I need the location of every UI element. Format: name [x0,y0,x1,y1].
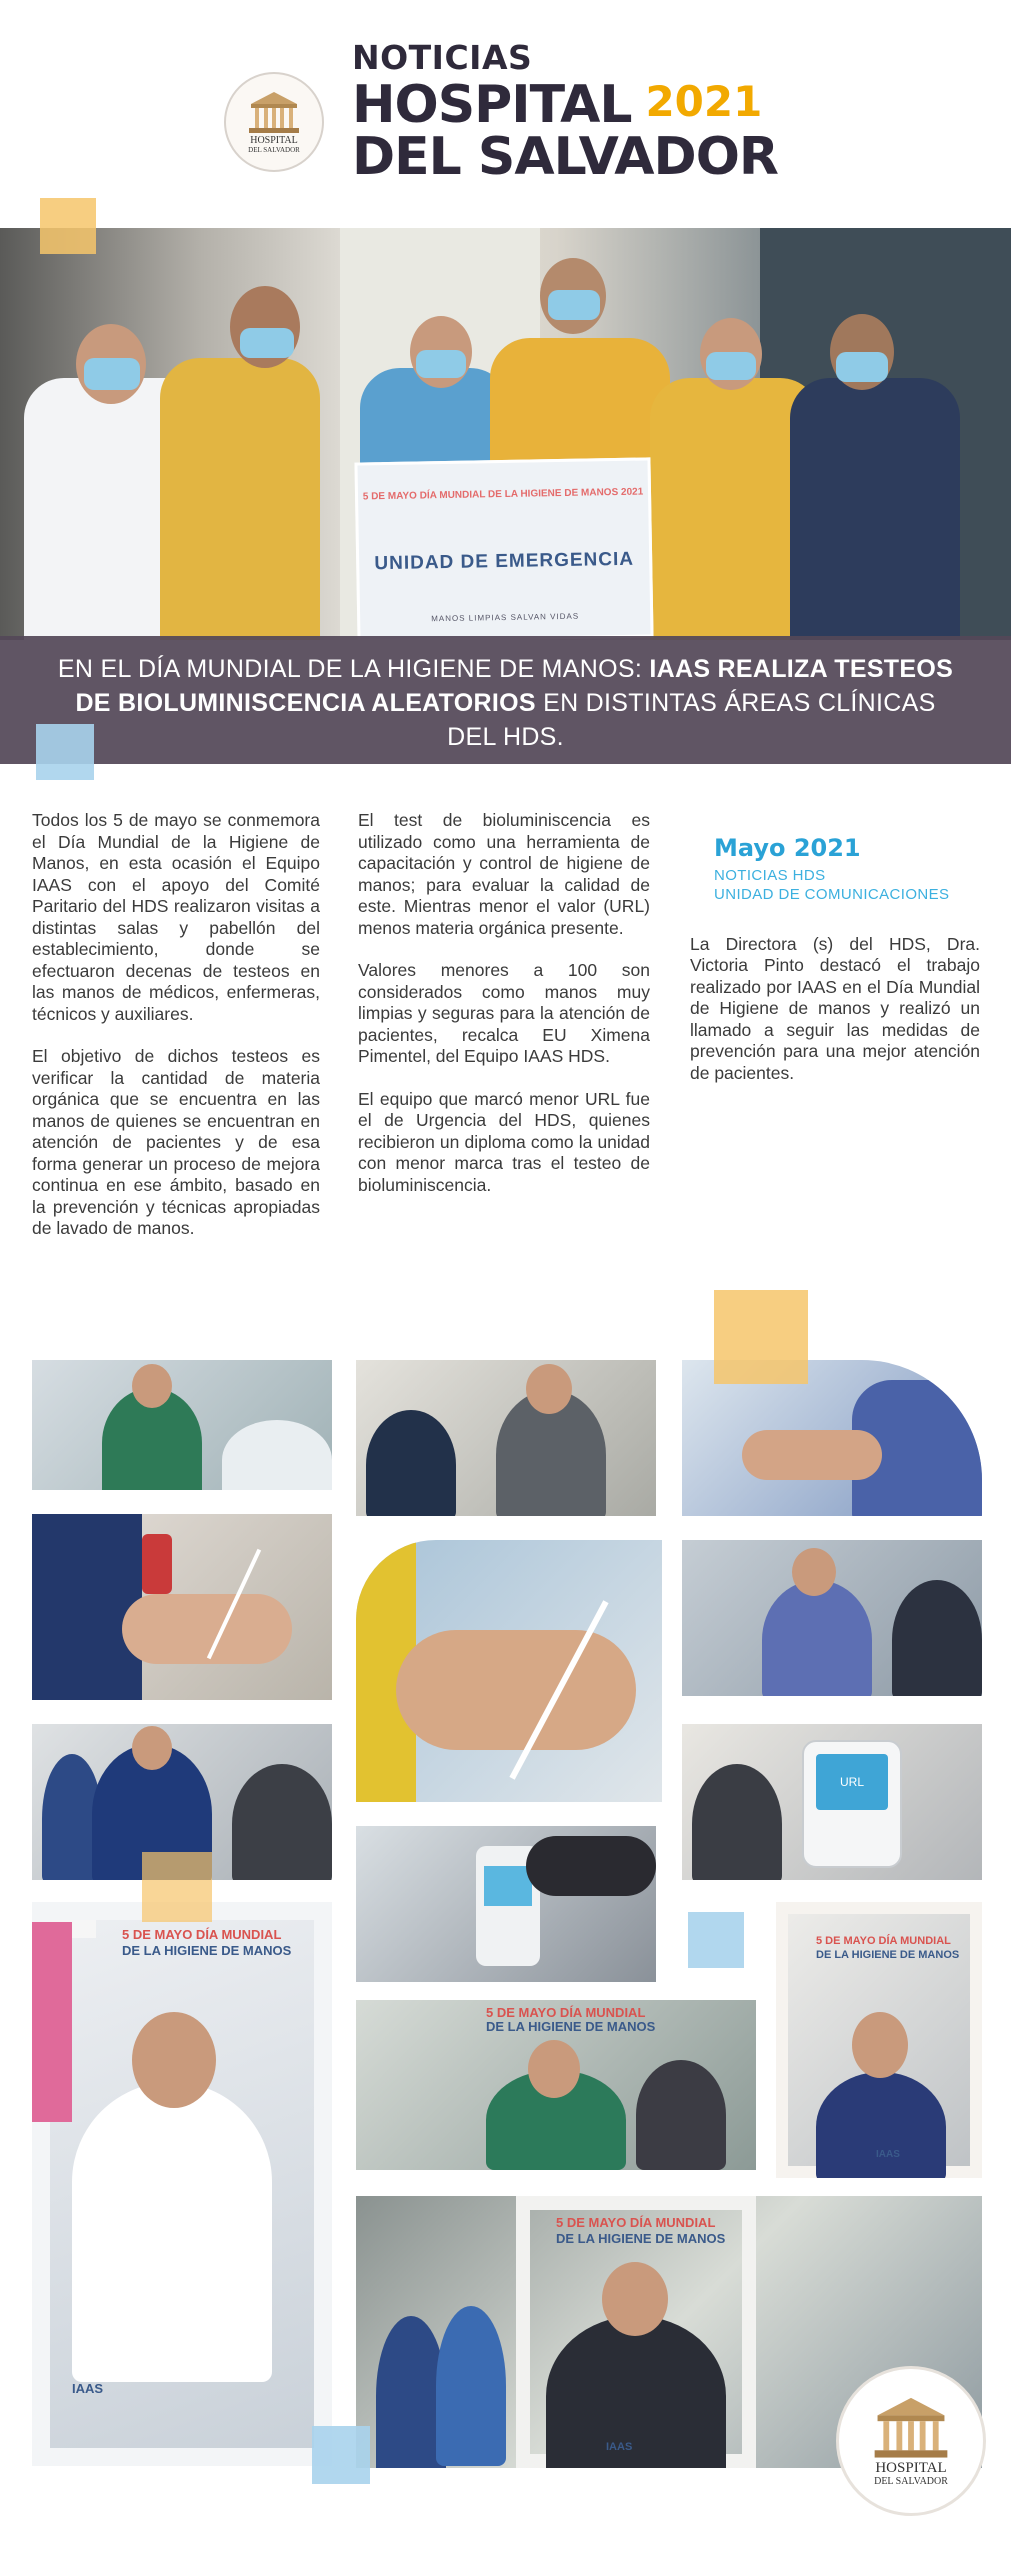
photo-staff-handwash [682,1540,982,1696]
deco-square-blue [688,1912,744,1968]
deco-square-blue [36,724,94,780]
paragraph: La Directora (s) del HDS, Dra. Victoria Pinto destacó el trabajo realizado por IAAS en el Día Mundial de Higiene de manos y realizó un llamado a seguir las medidas de prevención para una mejor atención de pacientes. [690,933,980,1083]
photo-frame-nurse: 5 DE MAYO DÍA MUNDIAL DE LA HIGIENE DE MANOS IAAS [32,1902,332,2466]
publication-date: Mayo 2021 [714,834,861,862]
hero-diploma-sign: 5 DE MAYO DÍA MUNDIAL DE LA HIGIENE DE MANOS 2021 UNIDAD DE EMERGENCIA MANOS LIMPIAS SALVAN VIDAS [354,457,653,640]
deco-square-yellow [142,1852,212,1922]
hero-mask-5 [706,352,756,380]
headline-banner: EN EL DÍA MUNDIAL DE LA HIGIENE DE MANOS: IAAS REALIZA TESTEOS DE BIOLUMINISCENCIA ALEATORIOS EN DISTINTAS ÁREAS CLÍNICAS DEL HDS. [0,636,1011,764]
photo-frame-team: 5 DE MAYO DÍA MUNDIAL DE LA HIGIENE DE MANOS IAAS [356,2196,982,2468]
source-line-2: UNIDAD DE COMUNICACIONES [714,885,950,903]
newsletter-title [352,38,778,187]
hospital-logo-footer [836,2366,986,2516]
hero-mask-4 [548,290,600,320]
photo-hand-closeup [356,1540,662,1802]
photo-testing-1 [32,1360,332,1490]
paragraph: El test de bioluminiscencia es utilizado como una herramienta de capacitación y control de higiene de manos; para evaluar la calidad de este. Mientras menor el valor (URL) menos materia orgánica presente. [358,810,650,938]
hospital-logo [224,72,324,172]
logo-label: HOSPITAL DEL SALVADOR [874,2459,948,2487]
hero-person-2 [160,358,320,640]
article-column-1 [32,810,320,1261]
photo-device-hand [356,1826,656,1982]
title-year: 2021 [645,77,763,126]
deco-square-yellow [714,1290,808,1384]
hero-mask-3 [416,350,466,378]
article-column-2 [358,810,650,1217]
paragraph: Todos los 5 de mayo se conmemora el Día Mundial de la Higiene de Manos, en esta ocasión el Equipo IAAS con el apoyo del Comité Paritario del HDS realizaron visitas a distintas salas y pabellón del establecimiento, donde se efectuaron decenas de testeos en las manos de médicos, enfermeras, técnicos y auxiliares. [32,810,320,1024]
device-screen: URL [816,1754,888,1810]
title-kicker: NOTICIAS [352,38,533,77]
logo-label: HOSPITAL DEL SALVADOR [248,135,300,154]
headline-highlight: IAAS REALIZA TESTEOS DE BIOLUMINISCENCIA ALEATORIOS [75,655,954,717]
hero-mask-2 [240,328,294,358]
photo-testing-2 [356,1360,656,1516]
title-del-salvador: DEL SALVADOR [352,127,778,187]
article-column-3 [690,834,980,1105]
hero-mask-6 [836,352,888,382]
paragraph: Valores menores a 100 son considerados como manos muy limpias y seguras para la atención de pacientes, recalca EU Ximena Pimentel, del Equipo IAAS HDS. [358,960,650,1066]
source-line-1: NOTICIAS HDS [714,866,826,884]
hero-mask-1 [84,358,140,390]
deco-square-blue [312,2426,370,2484]
photo-luminometer [682,1724,982,1880]
title-hospital: HOSPITAL 2021 [352,75,763,135]
paragraph: El equipo que marcó menor URL fue el de Urgencia del HDS, quienes recibieron un diploma como la unidad con menor marca tras el testeo de bioluminiscencia. [358,1088,650,1195]
deco-square-yellow [40,198,96,254]
paragraph: El objetivo de dichos testeos es verificar la cantidad de materia orgánica que se encuentra en las manos de quienes se encuentran en atención de pacientes y de esa forma generar un proceso de mejora continua en ese ámbito, basado en la prevención y técnicas apropiadas de lavado de manos. [32,1046,320,1238]
photo-frame-man: 5 DE MAYO DÍA MUNDIAL DE LA HIGIENE DE MANOS IAAS [776,1902,982,2178]
hero-person-6 [790,378,960,640]
hospital-building-icon [865,2395,957,2459]
hero-photo [0,228,1011,640]
photo-hand-swab [32,1514,332,1700]
hospital-building-icon [243,90,305,134]
photo-frame-group: 5 DE MAYO DÍA MUNDIAL DE LA HIGIENE DE MANOS [356,2000,756,2170]
